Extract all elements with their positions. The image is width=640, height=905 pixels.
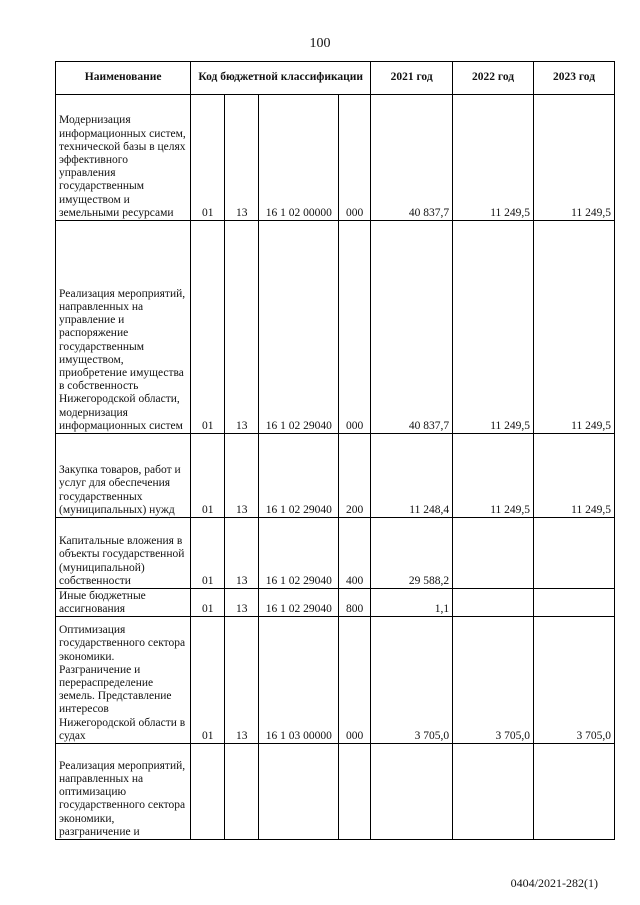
row-2022 <box>453 589 534 617</box>
row-2021: 1,1 <box>371 589 453 617</box>
row-subsection: 13 <box>225 95 259 221</box>
row-2022: 3 705,0 <box>453 617 534 744</box>
row-2023 <box>534 589 615 617</box>
row-target-article: 16 1 02 29040 <box>259 589 339 617</box>
row-expense-type: 000 <box>339 617 371 744</box>
header-2021: 2021 год <box>371 62 453 95</box>
row-target-article: 16 1 03 00000 <box>259 617 339 744</box>
row-expense-type: 200 <box>339 434 371 518</box>
row-section: 01 <box>191 95 225 221</box>
table-row <box>56 518 615 589</box>
row-section: 01 <box>191 434 225 518</box>
row-2021 <box>371 744 453 840</box>
row-name: Капитальные вложения в объекты государственной (муниципальной) собственности <box>56 518 191 589</box>
row-2023: 11 249,5 <box>534 434 615 518</box>
row-2022 <box>453 744 534 840</box>
row-name: Модернизация информационных систем, технической базы в целях эффективного управления государственным имуществом и земельными ресурсами <box>56 95 191 221</box>
row-subsection: 13 <box>225 518 259 589</box>
row-2021: 40 837,7 <box>371 221 453 434</box>
row-target-article <box>259 744 339 840</box>
row-name: Реализация мероприятий, направленных на управление и распоряжение государственным имуществом, приобретение имущества в собственность Нижегородской области, модернизация информационных систем <box>56 221 191 434</box>
row-expense-type: 400 <box>339 518 371 589</box>
row-subsection: 13 <box>225 221 259 434</box>
row-2023: 3 705,0 <box>534 617 615 744</box>
row-2022: 11 249,5 <box>453 95 534 221</box>
row-2021: 29 588,2 <box>371 518 453 589</box>
row-subsection <box>225 744 259 840</box>
page-number: 100 <box>309 36 331 51</box>
row-expense-type <box>339 744 371 840</box>
header-name: Наименование <box>56 62 191 95</box>
row-target-article: 16 1 02 29040 <box>259 434 339 518</box>
row-expense-type: 800 <box>339 589 371 617</box>
table-row <box>56 434 615 518</box>
row-section: 01 <box>191 221 225 434</box>
row-section: 01 <box>191 518 225 589</box>
header-2023: 2023 год <box>534 62 615 95</box>
row-2021: 3 705,0 <box>371 617 453 744</box>
row-2022: 11 249,5 <box>453 434 534 518</box>
row-section <box>191 744 225 840</box>
row-2022 <box>453 518 534 589</box>
row-target-article: 16 1 02 29040 <box>259 518 339 589</box>
row-subsection: 13 <box>225 617 259 744</box>
row-subsection: 13 <box>225 434 259 518</box>
row-2021: 11 248,4 <box>371 434 453 518</box>
row-name: Реализация мероприятий, направленных на оптимизацию государственного сектора экономики, разграничение и <box>56 744 191 840</box>
document-code: 0404/2021-282(1) <box>510 876 598 890</box>
table-row <box>56 744 615 840</box>
row-2023: 11 249,5 <box>534 221 615 434</box>
row-2022: 11 249,5 <box>453 221 534 434</box>
row-2023 <box>534 518 615 589</box>
row-section: 01 <box>191 617 225 744</box>
row-name: Иные бюджетные ассигнования <box>56 589 191 617</box>
table-row <box>56 589 615 617</box>
row-name: Закупка товаров, работ и услуг для обеспечения государственных (муниципальных) нужд <box>56 434 191 518</box>
table-row <box>56 221 615 434</box>
row-2021: 40 837,7 <box>371 95 453 221</box>
header-code: Код бюджетной классификации <box>191 62 371 95</box>
row-expense-type: 000 <box>339 221 371 434</box>
row-subsection: 13 <box>225 589 259 617</box>
table-row <box>56 95 615 221</box>
row-2023 <box>534 744 615 840</box>
row-target-article: 16 1 02 29040 <box>259 221 339 434</box>
row-2023: 11 249,5 <box>534 95 615 221</box>
header-row <box>56 62 615 95</box>
row-expense-type: 000 <box>339 95 371 221</box>
header-2022: 2022 год <box>453 62 534 95</box>
table-row <box>56 617 615 744</box>
budget-table <box>55 61 615 840</box>
row-target-article: 16 1 02 00000 <box>259 95 339 221</box>
row-section: 01 <box>191 589 225 617</box>
row-name: Оптимизация государственного сектора экономики. Разграничение и перераспределение земель. Представление интересов Нижегородской области в судах <box>56 617 191 744</box>
